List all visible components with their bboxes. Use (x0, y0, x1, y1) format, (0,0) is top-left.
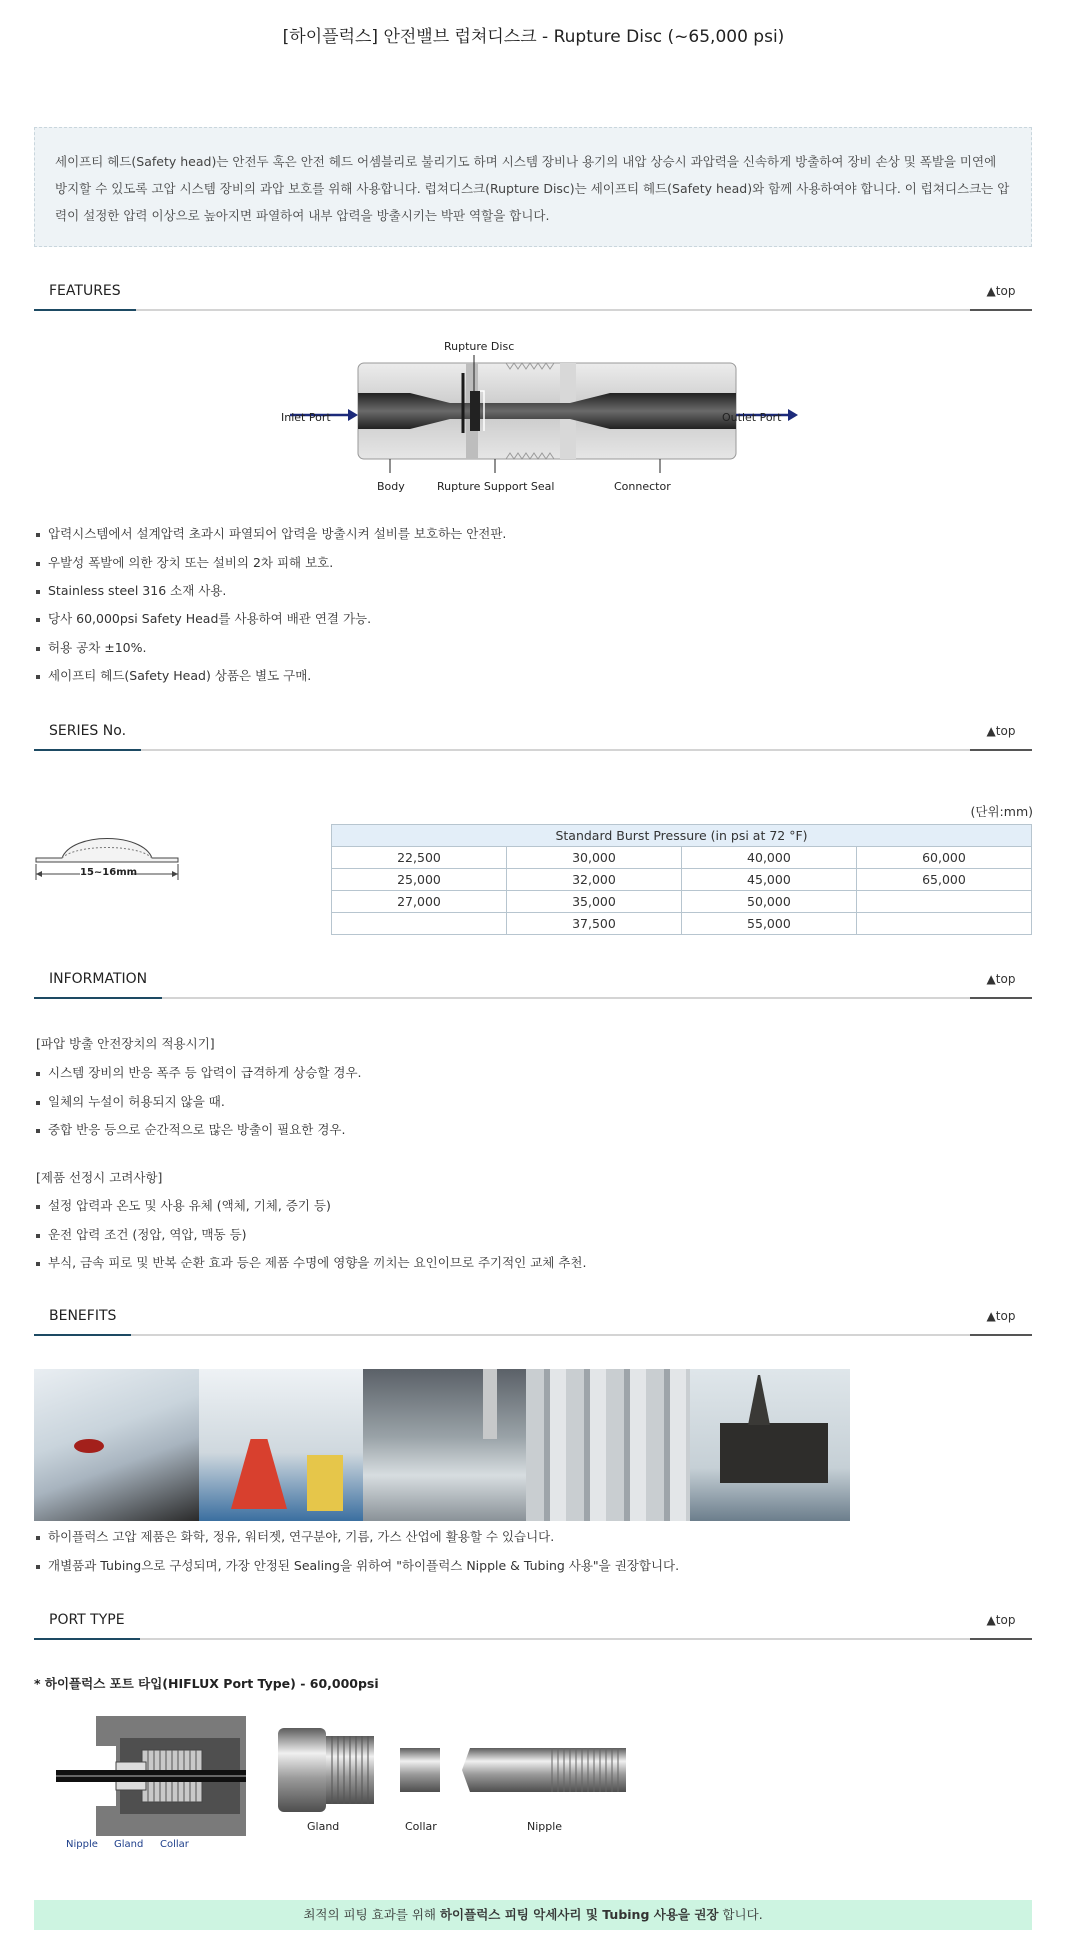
port-type-title: PORT TYPE (34, 1608, 140, 1640)
bullet-icon (36, 1205, 40, 1209)
feature-item (36, 638, 146, 656)
intro-line-1: 세이프티 헤드(Safety head)는 안전두 혹은 안전 헤드 어셈블리로 불리기도 하며 시스템 장비나 용기의 내압 상승시 과압력을 신속하게 방출하여 장비 손상 및 폭발을 미연에 (55, 154, 997, 169)
label-gland-assembly: Gland (114, 1839, 144, 1850)
feature-text: 압력시스템에서 설계압력 초과시 파열되어 압력을 방출시켜 설비를 보호하는 안전판. (48, 526, 507, 541)
gland-part-icon (278, 1728, 374, 1812)
table-cell (856, 891, 1031, 913)
feature-text: Stainless steel 316 소재 사용. (48, 583, 227, 598)
bullet-icon (36, 618, 40, 622)
benefit-text: 하이플럭스 고압 제품은 화학, 정유, 워터젯, 연구분야, 기름, 가스 산업에 활용할 수 있습니다. (48, 1529, 555, 1544)
series-top-link[interactable]: ▲top (970, 719, 1032, 751)
bullet-icon (36, 1234, 40, 1238)
info-text: 시스템 장비의 반응 폭주 등 압력이 급격하게 상승할 경우. (48, 1065, 362, 1080)
port-type-header (34, 1608, 1032, 1640)
disc-shape-diagram (32, 828, 182, 888)
bullet-icon (36, 590, 40, 594)
label-connector: Connector (614, 480, 671, 493)
info-group1-title: [파압 방출 안전장치의 적용시기] (36, 1036, 215, 1051)
table-cell: 22,500 (332, 847, 507, 869)
label-gland: Gland (307, 1820, 340, 1833)
footer-banner (34, 1900, 1032, 1930)
info-item (36, 1196, 331, 1214)
features-top-link[interactable]: ▲top (970, 279, 1032, 311)
info-text: 운전 압력 조건 (정압, 역압, 맥동 등) (48, 1227, 247, 1242)
feature-item (36, 666, 311, 684)
info-text: 설정 압력과 온도 및 사용 유체 (액체, 기체, 증기 등) (48, 1198, 331, 1213)
bullet-icon (36, 1536, 40, 1540)
bullet-icon (36, 647, 40, 651)
footer-text-post: 합니다. (718, 1907, 763, 1922)
table-row (332, 891, 1032, 913)
table-cell: 25,000 (332, 869, 507, 891)
label-support-seal: Rupture Support Seal (437, 480, 555, 493)
bullet-icon (36, 1101, 40, 1105)
series-title: SERIES No. (34, 719, 141, 751)
info-item (36, 1253, 586, 1271)
label-body: Body (377, 480, 405, 493)
bullet-icon (36, 562, 40, 566)
table-cell: 27,000 (332, 891, 507, 913)
info-text: 일체의 누설이 허용되지 않을 때. (48, 1094, 225, 1109)
feature-text: 우발성 폭발에 의한 장치 또는 설비의 2차 피해 보호. (48, 555, 334, 570)
table-cell: 37,500 (506, 913, 681, 935)
collar-part-icon (400, 1748, 440, 1792)
table-cell (856, 913, 1031, 935)
table-cell: 40,000 (681, 847, 856, 869)
port-type-top-link[interactable]: ▲top (970, 1608, 1032, 1640)
label-outlet-port: Outlet Port (722, 411, 782, 424)
feature-text: 허용 공차 ±10%. (48, 640, 147, 655)
port-assembly-diagram (56, 1716, 246, 1836)
footer-text-pre: 최적의 피팅 효과를 위해 (303, 1907, 440, 1922)
table-header: Standard Burst Pressure (in psi at 72 °F) (332, 825, 1032, 847)
information-title: INFORMATION (34, 967, 162, 999)
info-text: 중합 반응 등으로 순간적으로 많은 방출이 필요한 경우. (48, 1122, 346, 1137)
info-item (36, 1063, 362, 1081)
bullet-icon (36, 1129, 40, 1133)
benefit-item (36, 1527, 554, 1545)
table-header-row (332, 825, 1032, 847)
label-rupture-disc: Rupture Disc (444, 340, 515, 353)
table-cell: 32,000 (506, 869, 681, 891)
table-row (332, 913, 1032, 935)
photo-lab (34, 1369, 199, 1521)
table-cell (332, 913, 507, 935)
label-nipple: Nipple (527, 1820, 563, 1833)
label-collar-assembly: Collar (160, 1839, 189, 1850)
intro-box (34, 127, 1032, 247)
disc-dimension-label: 15~16mm (80, 867, 138, 878)
photo-waterjet (363, 1369, 526, 1521)
footer-text-bold: 하이플럭스 피팅 악세사리 및 Tubing 사용을 권장 (439, 1907, 719, 1922)
feature-item (36, 581, 226, 599)
feature-item (36, 524, 506, 542)
benefit-text: 개별품과 Tubing으로 구성되며, 가장 안정된 Sealing을 위하여 "하이플럭스 Nipple & Tubing 사용"을 권장합니다. (48, 1558, 680, 1573)
port-type-subtitle: * 하이플럭스 포트 타입(HIFLUX Port Type) - 60,000psi (34, 1676, 379, 1691)
features-header (34, 279, 1032, 311)
label-inlet-port: Inlet Port (281, 411, 331, 424)
label-collar: Collar (405, 1820, 437, 1833)
table-cell: 55,000 (681, 913, 856, 935)
table-cell: 45,000 (681, 869, 856, 891)
info-item (36, 1092, 225, 1110)
bullet-icon (36, 1072, 40, 1076)
bullet-icon (36, 675, 40, 679)
info-group2-title: [제품 선정시 고려사항] (36, 1170, 163, 1185)
label-nipple-assembly: Nipple (66, 1839, 98, 1850)
table-cell: 60,000 (856, 847, 1031, 869)
information-header (34, 967, 1032, 999)
benefits-title: BENEFITS (34, 1304, 131, 1336)
benefit-item (36, 1556, 679, 1574)
table-cell: 65,000 (856, 869, 1031, 891)
photo-industrial (526, 1369, 690, 1521)
information-top-link[interactable]: ▲top (970, 967, 1032, 999)
info-item (36, 1120, 345, 1138)
benefits-top-link[interactable]: ▲top (970, 1304, 1032, 1336)
benefits-header (34, 1304, 1032, 1336)
table-row (332, 847, 1032, 869)
intro-line-3: 력이 설정한 압력 이상으로 높아지면 파열하여 내부 압력을 방출시키는 박판 역할을 합니다. (55, 208, 550, 223)
burst-pressure-table (331, 824, 1032, 935)
feature-text: 당사 60,000psi Safety Head를 사용하여 배관 연결 가능. (48, 611, 372, 626)
series-header (34, 719, 1032, 751)
bullet-icon (36, 1262, 40, 1266)
feature-text: 세이프티 헤드(Safety Head) 상품은 별도 구매. (48, 668, 312, 683)
table-cell: 35,000 (506, 891, 681, 913)
info-item (36, 1225, 247, 1243)
feature-item (36, 609, 371, 627)
intro-line-2: 방지할 수 있도록 고압 시스템 장비의 과압 보호를 위해 사용합니다. 럽쳐디스크(Rupture Disc)는 세이프티 헤드(Safety head)와 함께 사용하여야 합니다. 이 럽쳐디스크는 압 (55, 181, 1010, 196)
photo-chemistry (199, 1369, 363, 1521)
table-cell: 50,000 (681, 891, 856, 913)
table-row (332, 869, 1032, 891)
bullet-icon (36, 533, 40, 537)
bullet-icon (36, 1565, 40, 1569)
table-cell: 30,000 (506, 847, 681, 869)
nipple-part-icon (462, 1748, 626, 1792)
info-text: 부식, 금속 피로 및 반복 순환 효과 등은 제품 수명에 영향을 끼치는 요인이므로 주기적인 교체 추천. (48, 1255, 587, 1270)
photo-oil-rig (690, 1369, 850, 1521)
feature-item (36, 553, 333, 571)
features-title: FEATURES (34, 279, 136, 311)
page-title: [하이플럭스] 안전밸브 럽쳐디스크 - Rupture Disc (~65,000 psi) (282, 27, 785, 47)
unit-label: (단위:mm) (970, 804, 1033, 819)
